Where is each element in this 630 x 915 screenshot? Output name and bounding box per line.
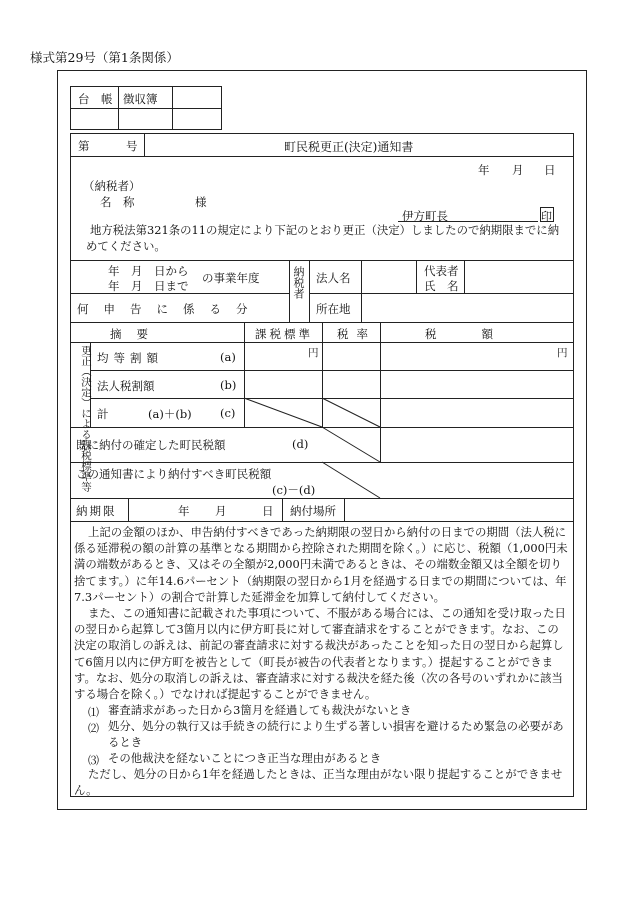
issuer-name: 伊方町長 — [402, 209, 448, 223]
seal-mark: 印 — [541, 210, 552, 223]
item-3-number: ⑶ — [88, 754, 99, 767]
equal-levy-mark: (a) — [220, 350, 236, 364]
item-1-text: 審査請求があった日から3箇月を経過しても裁決がないとき — [108, 703, 412, 717]
period-from: 年 月 日から — [108, 264, 189, 278]
taxpayer-label: （納税者） — [83, 179, 141, 193]
deadline-year: 年 — [178, 504, 190, 518]
item-2-text: 処分、処分の執行又は手続きの続行により生ずる著しい損害を避けるため緊急の必要があるとき — [108, 719, 564, 750]
date-month: 月 — [512, 163, 524, 177]
ledger-label: 台 帳 — [78, 92, 113, 106]
taxpayer-sama: 様 — [195, 195, 207, 209]
tax-amount-header: 税額 — [425, 327, 538, 341]
tax-rate-header: 税率 — [337, 327, 376, 341]
item-3-text: その他裁決を経ないことにつき正当な理由があるとき — [108, 751, 382, 765]
equal-levy-label: 均等割額 — [97, 351, 163, 365]
deadline-day: 日 — [262, 504, 274, 518]
tax-to-pay-label: この通知書により納付すべき町民税額 — [76, 467, 272, 481]
date-year: 年 — [478, 163, 490, 177]
appeal-note: また、この通知書に記載された事項について、不服がある場合には、この通知を受け取った日の翌日から起算して3箇月以内に伊方町長に対して審査請求をすることができます。なお、この決定の取消しの訴えは、前記の審査請求に対する裁決があったことを知った日の翌日から起算して6箇月以内に伊方町を被告として（町長が被告の代表者となります。）提起することができます。なお、処分の取消しの訴えは、審査請求に対する裁決を経た後（次の各号のいずれかに該当する場合を除く。）でなければ提起することができません。 — [74, 606, 566, 702]
representative-label: 代表者 — [424, 264, 459, 278]
representative-name-label: 氏 名 — [424, 279, 459, 293]
vertical-basis-label: 更正（決定）による課税標準等 — [80, 345, 92, 492]
deadline-month: 月 — [215, 504, 227, 518]
summary-header: 摘要 — [110, 327, 163, 341]
corp-tax-levy-label: 法人税割額 — [97, 379, 155, 393]
tax-base-header: 課税標準 — [255, 327, 313, 341]
collection-book-label: 徴収簿 — [123, 92, 158, 106]
total-label: 計 — [97, 407, 109, 421]
deadline-label: 納期限 — [76, 504, 117, 518]
taxpayer-name-label: 名 称 — [100, 195, 135, 209]
tax-to-pay-formula: (c)－(d) — [272, 483, 316, 497]
number-prefix: 第 — [78, 139, 90, 153]
number-suffix: 号 — [126, 139, 138, 153]
document-title: 町民税更正(決定)通知書 — [284, 140, 414, 154]
item-2-number: ⑵ — [88, 722, 99, 735]
amount-yen: 円 — [557, 347, 568, 359]
late-fee-note: 上記の金額のほか、申告納付すべきであった納期限の翌日から納付の日までの期間（法人税に係る延滞税の額の計算の基準となる期間から控除された期間を除く。）に応じ、税額（1,000円未満の端数があるとき、又はその全額が2,000円未満であるときは、その端数金額又は全額を切り捨てます。）に年14.6パーセント（納期限の翌日から1月を経過する日までの期間については、年7.3パーセント）の割合で計算した延滞金を加算して納付してください。 — [74, 525, 568, 604]
date-day: 日 — [544, 163, 556, 177]
payment-place-label: 納付場所 — [290, 504, 336, 518]
period-suffix: の事業年度 — [202, 271, 260, 285]
confirmed-tax-mark: (d) — [292, 437, 309, 451]
corp-name-label: 法人名 — [316, 271, 351, 285]
payer-vertical-label: 納税者 — [292, 266, 305, 299]
item-1-number: ⑴ — [88, 706, 99, 719]
base-yen: 円 — [308, 347, 319, 359]
corp-tax-levy-mark: (b) — [220, 378, 237, 392]
confirmed-tax-label: 既に納付の確定した町民税額 — [76, 438, 226, 452]
total-mark: (c) — [220, 406, 236, 420]
total-formula: (a)＋(b) — [148, 407, 192, 421]
form-number: 様式第29号（第1条関係） — [30, 50, 179, 65]
address-label: 所在地 — [316, 302, 351, 316]
intro-text: 地方税法第321条の11の規定により下記のとおり更正（決定）しましたので納期限までに納めてください。 — [86, 223, 560, 254]
declaration-label: 何申告に係る分 — [77, 302, 263, 316]
period-to: 年 月 日まで — [108, 279, 189, 293]
limitation-note: ただし、処分の日から1年を経過したときは、正当な理由がない限り提起することができません。 — [74, 767, 563, 798]
